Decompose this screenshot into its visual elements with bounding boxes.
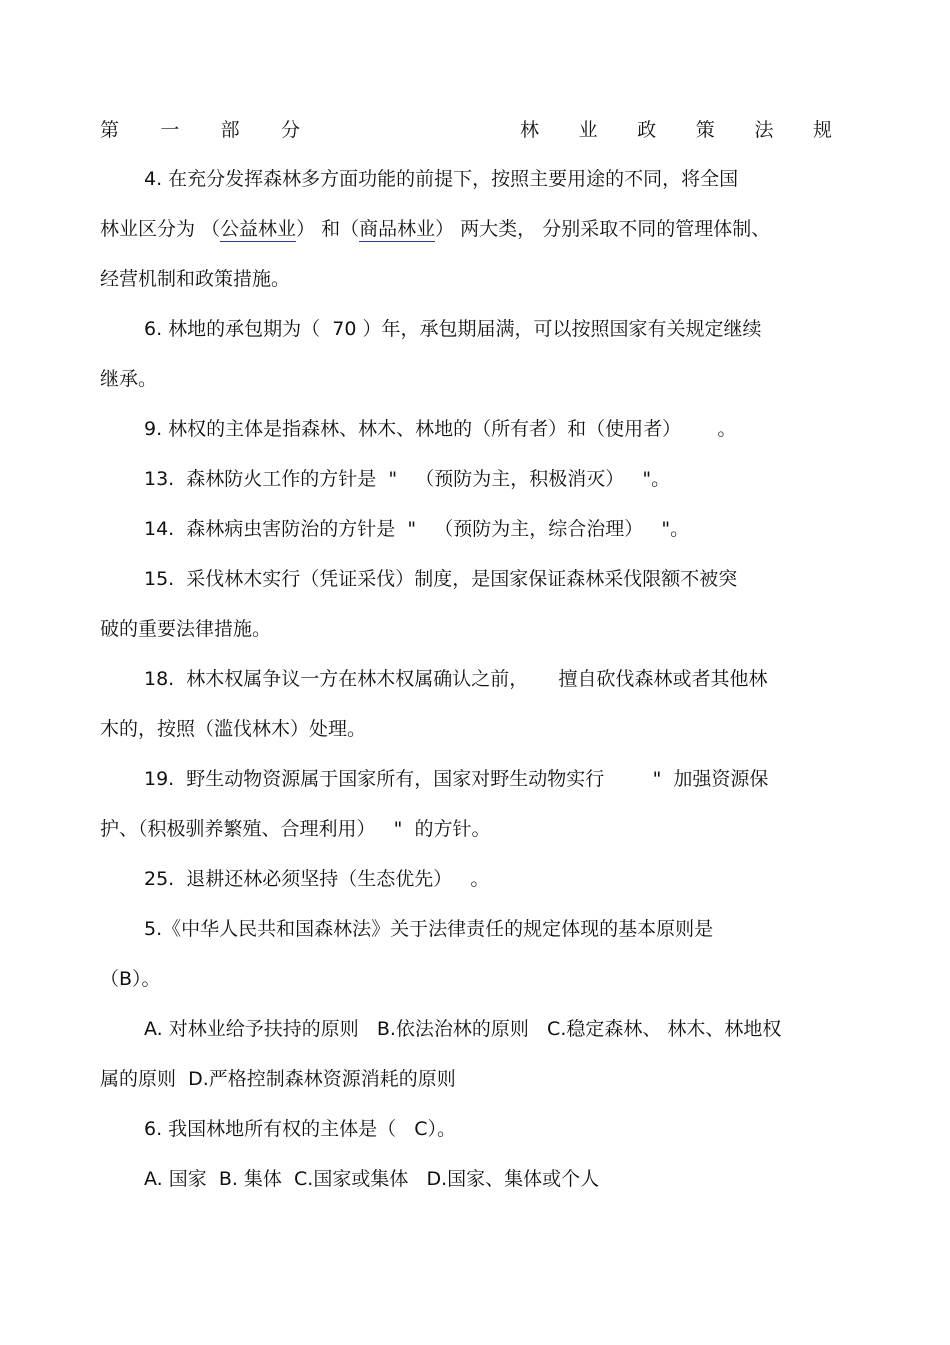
text-fragment: ） 两大类， 分别采取不同的管理体制、 (435, 218, 771, 240)
question-18-line-2: 木的，按照（滥伐林木）处理。 (100, 718, 367, 740)
mc-question-5-line-2: （B）。 (100, 968, 161, 990)
mc-question-5-options-2: 属的原则 D.严格控制森林资源消耗的原则 (100, 1068, 456, 1090)
question-9: 9. 林权的主体是指森林、林木、林地的（所有者）和（使用者） 。 (144, 418, 737, 440)
answer-underlined: 公益林业 (220, 218, 297, 240)
part-heading (100, 117, 300, 143)
mc-question-6: 6. 我国林地所有权的主体是（ C）。 (144, 1118, 457, 1140)
mc-question-5-line-1: 5.《中华人民共和国森林法》关于法律责任的规定体现的基本原则是 (144, 918, 714, 940)
question-19-line-2: 护、（积极驯养繁殖、合理利用） " 的方针。 (100, 818, 491, 840)
title-char: 业 (578, 119, 598, 141)
part-char: 部 (220, 119, 240, 141)
question-18-line-1: 18. 林木权属争议一方在林木权属确认之前， 擅自砍伐森林或者其他林 (144, 668, 768, 690)
title-char: 法 (754, 119, 774, 141)
question-6-line-2: 继承。 (100, 368, 158, 390)
text-fragment: 林业区分为 （ (100, 218, 221, 240)
question-19-line-1: 19. 野生动物资源属于国家所有，国家对野生动物实行 " 加强资源保 (144, 768, 769, 790)
title-char: 策 (695, 119, 715, 141)
question-4-line-1: 4. 在充分发挥森林多方面功能的前提下，按照主要用途的不同，将全国 (144, 168, 739, 190)
text-fragment: ） 和（ (296, 218, 360, 240)
question-13: 13. 森林防火工作的方针是 " （预防为主，积极消灭） "。 (144, 468, 671, 490)
part-char: 第 (100, 119, 120, 141)
question-15-line-2: 破的重要法律措施。 (100, 618, 272, 640)
answer-underlined: 商品林业 (359, 218, 436, 240)
question-15-line-1: 15. 采伐林木实行（凭证采伐）制度，是国家保证森林采伐限额不被突 (144, 568, 738, 590)
part-char: 分 (280, 119, 300, 141)
title-char: 规 (812, 119, 832, 141)
question-14: 14. 森林病虫害防治的方针是 " （预防为主，综合治理） "。 (144, 518, 690, 540)
question-25: 25. 退耕还林必须坚持（生态优先） 。 (144, 868, 490, 890)
part-char: 一 (160, 119, 180, 141)
title-char: 林 (520, 119, 540, 141)
title-char: 政 (637, 119, 657, 141)
mc-question-5-options-1: A. 对林业给予扶持的原则 B.依法治林的原则 C.稳定森林、 林木、林地权 (144, 1018, 782, 1040)
section-title (520, 117, 832, 143)
question-4-line-3: 经营机制和政策措施。 (100, 268, 291, 290)
question-6-line-1: 6. 林地的承包期为（ 70 ）年，承包期届满，可以按照国家有关规定继续 (144, 318, 762, 340)
question-4-line-2 (100, 216, 832, 242)
mc-question-6-options: A. 国家 B. 集体 C.国家或集体 D.国家、集体或个人 (144, 1168, 600, 1190)
